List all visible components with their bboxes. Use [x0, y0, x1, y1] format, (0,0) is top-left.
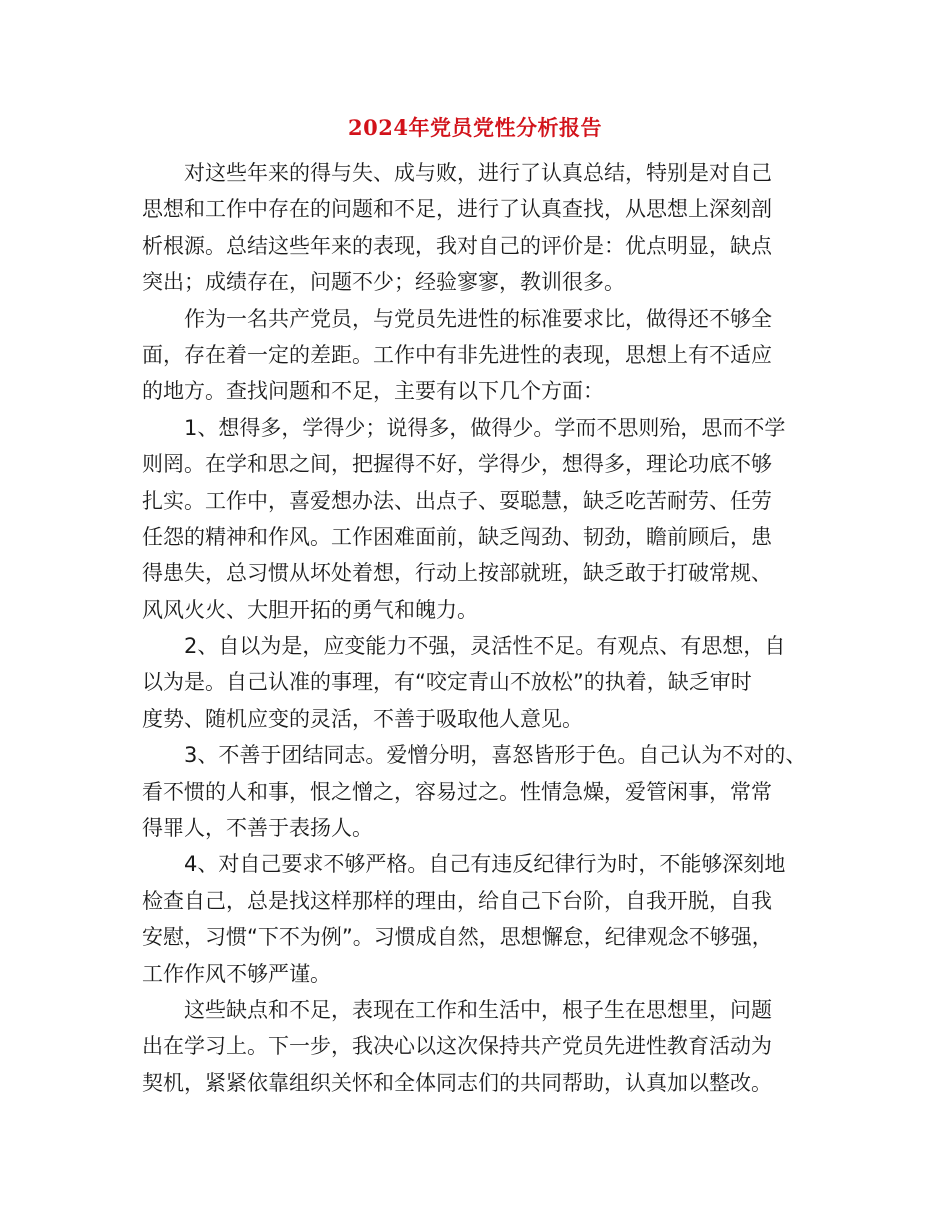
document-body: [142, 155, 810, 1101]
paragraph-line: 扎实。工作中，喜爱想办法、出点子、耍聪慧，缺乏吃苦耐劳、任劳: [142, 488, 772, 513]
paragraph-conclusion: [142, 992, 810, 1101]
paragraph-line: 任怨的精神和作风。工作困难面前，缺乏闯劲、韧劲，瞻前顾后，患: [142, 524, 772, 549]
paragraph-line: 2、自以为是，应变能力不强，灵活性不足。有观点、有思想，自: [184, 634, 786, 659]
paragraph-line: 突出；成绩存在，问题不少；经验寥寥，教训很多。: [142, 270, 625, 295]
paragraph-line: 以为是。自己认准的事理，有“咬定青山不放松”的执着，缺乏审时: [142, 670, 752, 695]
paragraph-point-3: [142, 737, 810, 846]
paragraph-line: 4、对自己要求不够严格。自己有违反纪律行为时，不能够深刻地: [184, 852, 786, 877]
paragraph-line: 出在学习上。下一步，我决心以这次保持共产党员先进性教育活动为: [142, 1034, 772, 1059]
paragraph-line: 检查自己，总是找这样那样的理由，给自己下台阶，自我开脱，自我: [142, 888, 772, 913]
paragraph-line: 面，存在着一定的差距。工作中有非先进性的表现，思想上有不适应: [142, 342, 772, 367]
paragraph-line: 契机，紧紧依靠组织关怀和全体同志们的共同帮助，认真加以整改。: [142, 1070, 772, 1095]
paragraph-line: 思想和工作中存在的问题和不足，进行了认真查找，从思想上深刻剖: [142, 197, 772, 222]
paragraph-gap: [142, 301, 810, 410]
paragraph-point-2: [142, 628, 810, 737]
paragraph-line: 风风火火、大胆开拓的勇气和魄力。: [142, 597, 478, 622]
paragraph-line: 3、不善于团结同志。爱憎分明，喜怒皆形于色。自己认为不对的、: [184, 743, 807, 768]
paragraph-line: 得罪人，不善于表扬人。: [142, 816, 373, 841]
paragraph-line: 对这些年来的得与失、成与败，进行了认真总结，特别是对自己: [184, 161, 772, 185]
paragraph-line: 这些缺点和不足，表现在工作和生活中，根子生在思想里，问题: [184, 997, 772, 1022]
paragraph-line: 的地方。查找问题和不足，主要有以下几个方面：: [142, 379, 604, 404]
paragraph-intro: [142, 155, 810, 301]
paragraph-line: 安慰，习惯“下不为例”。习惯成自然，思想懈怠，纪律观念不够强，: [142, 925, 773, 950]
paragraph-line: 度势、随机应变的灵活，不善于吸取他人意见。: [142, 706, 583, 731]
paragraph-point-4: [142, 846, 810, 992]
paragraph-line: 1、想得多，学得少；说得多，做得少。学而不思则殆，思而不学: [184, 415, 786, 440]
paragraph-point-1: [142, 410, 810, 628]
paragraph-line: 看不惯的人和事，恨之憎之，容易过之。性情急燥，爱管闲事，常常: [142, 779, 772, 804]
paragraph-line: 得患失，总习惯从坏处着想，行动上按部就班，缺乏敢于打破常规、: [142, 561, 772, 586]
paragraph-line: 作为一名共产党员，与党员先进性的标准要求比，做得还不够全: [184, 306, 772, 331]
paragraph-line: 析根源。总结这些年来的表现，我对自己的评价是：优点明显，缺点: [142, 233, 772, 258]
paragraph-line: 则罔。在学和思之间，把握得不好，学得少，想得多，理论功底不够: [142, 452, 772, 477]
document-title: 2024年党员党性分析报告: [348, 115, 602, 140]
paragraph-line: 工作作风不够严谨。: [142, 961, 331, 986]
